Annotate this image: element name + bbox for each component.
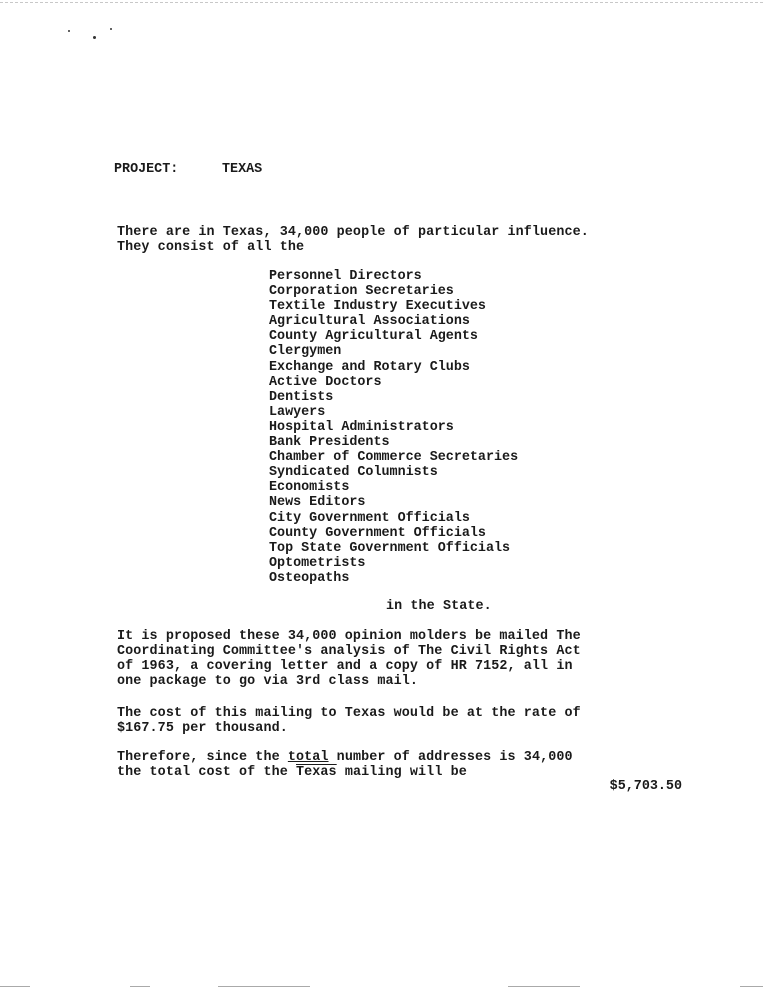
cost-line-1: The cost of this mailing to Texas would be at the rate of <box>117 706 581 721</box>
list-item: Optometrists <box>269 555 366 571</box>
proposal-line-4: one package to go via 3rd class mail. <box>117 674 419 689</box>
list-item: News Editors <box>269 495 366 511</box>
list-item: Bank Presidents <box>269 435 390 451</box>
total-line-1-pre: Therefore, since the <box>117 750 288 765</box>
page-bottom-edge <box>0 986 30 987</box>
total-line-2-post: mailing will be <box>336 765 467 780</box>
texas-emphasis: Texas <box>296 765 337 780</box>
influence-list <box>269 269 518 586</box>
proposal-line-3: of 1963, a covering letter and a copy of HR 7152, all in <box>117 659 573 674</box>
proposal-line-1: It is proposed these 34,000 opinion molders be mailed The <box>117 629 581 644</box>
total-line-2 <box>117 765 467 780</box>
list-item: Corporation Secretaries <box>269 284 454 300</box>
list-item: Personnel Directors <box>269 269 422 284</box>
list-item: Economists <box>269 480 350 496</box>
list-item: Hospital Administrators <box>269 419 454 435</box>
page-bottom-edge <box>218 986 310 987</box>
scan-speck <box>110 28 112 30</box>
project-label: PROJECT: <box>114 162 179 177</box>
page-bottom-edge <box>740 986 763 987</box>
project-value: TEXAS <box>222 162 263 177</box>
list-item: Dentists <box>269 389 334 405</box>
total-line-1 <box>117 750 573 765</box>
list-item: County Government Officials <box>269 525 486 541</box>
total-line-2-pre: the total cost of the <box>117 765 296 780</box>
list-item: Chamber of Commerce Secretaries <box>269 450 519 466</box>
list-item: Top State Government Officials <box>269 540 511 556</box>
list-item: City Government Officials <box>269 510 470 526</box>
list-item: Clergymen <box>269 344 342 360</box>
list-item: Lawyers <box>269 404 326 420</box>
list-item: Syndicated Columnists <box>269 465 438 481</box>
proposal-line-2: Coordinating Committee's analysis of The Civil Rights Act <box>117 644 581 659</box>
page-bottom-edge <box>130 986 150 987</box>
total-line-1-post: number of addresses is 34,000 <box>328 750 573 765</box>
scan-speck <box>93 36 96 39</box>
scan-speck <box>68 30 70 32</box>
list-item: Exchange and Rotary Clubs <box>269 359 470 375</box>
intro-line-2: They consist of all the <box>117 240 305 255</box>
total-emphasis: total <box>287 750 329 765</box>
list-item: Osteopaths <box>269 570 350 586</box>
list-item: County Agricultural Agents <box>269 329 478 345</box>
cost-line-2: $167.75 per thousand. <box>117 721 288 736</box>
intro-line-1: There are in Texas, 34,000 people of particular influence. <box>117 225 589 240</box>
page-bottom-edge <box>508 986 580 987</box>
list-item: Agricultural Associations <box>269 314 470 330</box>
list-item: Textile Industry Executives <box>269 299 486 315</box>
total-amount: $5,703.50 <box>609 779 682 794</box>
list-item: Active Doctors <box>269 374 382 390</box>
page-top-edge <box>0 2 763 3</box>
list-tail: in the State. <box>386 599 492 614</box>
